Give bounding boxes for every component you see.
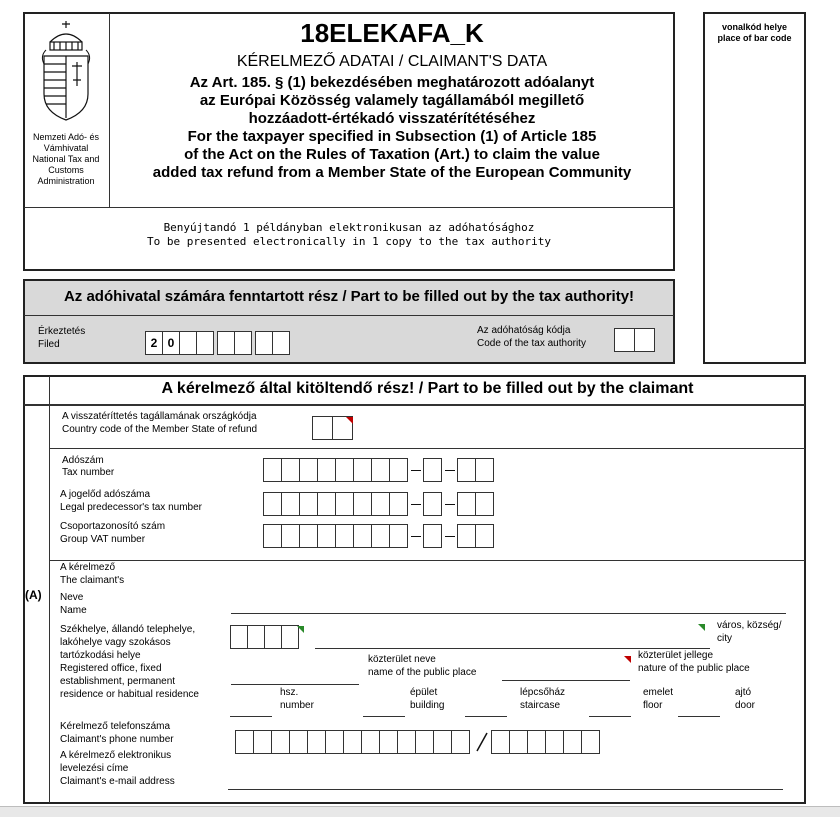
group-vat-digit[interactable] [389,524,408,548]
dash-separator [411,470,421,471]
form-desc-2: az Európai Közösség valamely tagállamából megillető [199,92,585,109]
dash-separator [411,536,421,537]
postal-code-input[interactable] [230,625,299,649]
form-desc-6: added tax refund from a Member State of the European Community [152,164,632,181]
authority-code-label-hu: Az adóhatóság kódja [477,325,571,336]
logo-caption-1: Nemzeti Adó- és [32,132,100,142]
filed-date-digit[interactable]: 0 [162,331,180,355]
filed-date-input[interactable] [145,331,290,355]
filed-date-digit[interactable] [272,331,290,355]
phone-prefix-digit[interactable] [253,730,272,754]
predecessor-tax-digit[interactable] [371,492,390,516]
predecessor-tax-digit[interactable] [475,492,494,516]
email-field[interactable] [228,789,783,790]
street-name-label-hu: közterület neve [368,654,436,665]
form-desc-4: For the taxpayer specified in Subsection (1) of Article 185 [187,128,597,145]
filed-date-digit[interactable] [179,331,197,355]
claimant-label-hu: A kérelmező [60,562,116,573]
phone-number-digit[interactable] [491,730,510,754]
phone-prefix-digit[interactable] [361,730,380,754]
phone-prefix-digit[interactable] [325,730,344,754]
email-label-1: A kérelmező elektronikus [60,750,172,761]
postal-code-digit[interactable] [247,625,265,649]
phone-number-input[interactable] [491,730,600,754]
tax-number-digit[interactable] [475,458,494,482]
dropdown-marker-icon [346,417,353,424]
postal-code-digit[interactable] [230,625,248,649]
predecessor-tax-digit[interactable] [299,492,318,516]
phone-prefix-digit[interactable] [379,730,398,754]
dash-separator [411,504,421,505]
phone-prefix-digit[interactable] [307,730,326,754]
building-field[interactable] [363,716,405,717]
group-vat-input[interactable] [263,524,494,548]
claimant-title: A kérelmező által kitöltendő rész! / Part to be filled out by the claimant [161,380,694,397]
filed-date-digit[interactable]: 2 [145,331,163,355]
filed-label-hu: Érkeztetés [38,326,86,337]
floor-field[interactable] [589,716,631,717]
authority-code-digit[interactable] [634,328,655,352]
predecessor-tax-digit[interactable] [281,492,300,516]
authority-code-label-en: Code of the tax authority [477,338,586,349]
predecessor-tax-digit[interactable] [457,492,476,516]
building-label-en: building [410,700,445,711]
authority-title: Az adóhivatal számára fenntartott rész / Part to be filled out by the tax authority! [63,288,635,305]
group-vat-digit[interactable] [423,524,442,548]
logo-caption-2: Vámhivatal [43,143,89,153]
phone-prefix-digit[interactable] [451,730,470,754]
staircase-field[interactable] [465,716,507,717]
predecessor-tax-digit[interactable] [353,492,372,516]
staircase-label-hu: lépcsőház [520,687,566,698]
claimant-left-column [49,376,50,803]
group-vat-digit[interactable] [457,524,476,548]
city-label-hu: város, község/ [717,620,782,631]
dropdown-marker-icon [297,626,304,633]
row-divider-taxes [50,560,805,561]
group-vat-label-hu: Csoportazonosító szám [60,521,166,532]
filed-label-en: Filed [38,339,60,350]
group-vat-digit[interactable] [475,524,494,548]
tax-number-digit[interactable] [317,458,336,482]
country-code-label-hu: A visszatéríttetés tagállamának országkódja [62,411,257,422]
house-number-field[interactable] [230,716,272,717]
group-vat-digit[interactable] [335,524,354,548]
dropdown-marker-icon [698,624,705,631]
tax-number-digit[interactable] [423,458,442,482]
logo-caption-4: Customs [48,165,84,175]
group-vat-label-en: Group VAT number [60,534,146,545]
authority-code-digit[interactable] [614,328,635,352]
phone-prefix-digit[interactable] [271,730,290,754]
dash-separator [445,470,455,471]
section-marker: (A) [25,588,42,602]
house-number-label-hu: hsz. [280,687,299,698]
name-field[interactable] [231,613,786,614]
group-vat-digit[interactable] [371,524,390,548]
barcode-label-en: place of bar code [717,33,792,43]
phone-label-hu: Kérelmező telefonszáma [60,721,171,732]
door-label-en: door [735,700,756,711]
street-nature-field[interactable] [502,680,630,681]
row-divider-country [50,448,805,449]
tax-number-digit[interactable] [281,458,300,482]
filed-date-digit[interactable] [255,331,273,355]
country-code-char[interactable] [312,416,333,440]
slash-separator-icon [475,731,489,753]
tax-number-label-hu: Adószám [62,455,104,466]
tax-number-digit[interactable] [299,458,318,482]
phone-number-digit[interactable] [527,730,546,754]
city-field[interactable] [315,648,710,649]
form-desc-5: of the Act on the Rules of Taxation (Art.) to claim the value [184,146,600,163]
page-bottom-strip [0,806,840,817]
office-label-1: Székhelye, állandó telephelye, [60,624,196,635]
phone-label-en: Claimant's phone number [60,734,174,745]
city-label-en: city [717,633,732,644]
tax-number-digit[interactable] [263,458,282,482]
dash-separator [445,504,455,505]
house-number-label-en: number [280,700,314,711]
claimant-title-divider [24,404,805,406]
office-label-5: establishment, permanent [60,676,176,687]
coat-of-arms-logo [38,20,94,128]
header-divider [24,207,674,208]
predecessor-tax-input[interactable] [263,492,494,516]
country-code-label-en: Country code of the Member State of refund [62,424,258,435]
tax-number-digit[interactable] [371,458,390,482]
group-vat-digit[interactable] [263,524,282,548]
name-label-hu: Neve [60,592,84,603]
predecessor-tax-digit[interactable] [389,492,408,516]
phone-prefix-digit[interactable] [235,730,254,754]
predecessor-label-en: Legal predecessor's tax number [60,502,202,513]
street-nature-label-en: nature of the public place [638,663,750,674]
predecessor-tax-digit[interactable] [423,492,442,516]
claimant-label-en: The claimant's [60,575,125,586]
staircase-label-en: staircase [520,700,561,711]
filed-date-digit[interactable] [196,331,214,355]
authority-divider [24,315,674,316]
predecessor-label-hu: A jogelőd adószáma [60,489,151,500]
form-desc-3: hozzáadott-értékadó visszatérítétéséhez [248,110,536,127]
predecessor-tax-digit[interactable] [335,492,354,516]
street-name-field[interactable] [231,684,359,685]
tax-number-input[interactable] [263,458,494,482]
tax-number-digit[interactable] [389,458,408,482]
tax-number-digit[interactable] [353,458,372,482]
barcode-label-hu: vonalkód helye [721,22,788,32]
submit-note-en: To be presented electronically in 1 copy to the tax authority [147,235,551,248]
phone-prefix-digit[interactable] [433,730,452,754]
phone-prefix-input[interactable] [235,730,470,754]
phone-prefix-digit[interactable] [289,730,308,754]
building-label-hu: épület [410,687,438,698]
predecessor-tax-digit[interactable] [263,492,282,516]
form-subtitle: KÉRELMEZŐ ADATAI / CLAIMANT'S DATA [236,53,548,70]
tax-number-label-en: Tax number [62,467,115,478]
group-vat-digit[interactable] [299,524,318,548]
submit-note-hu: Benyújtandó 1 példányban elektronikusan az adóhatósághoz [163,221,535,234]
logo-caption-3: National Tax and [32,154,100,164]
phone-prefix-digit[interactable] [397,730,416,754]
tax-number-digit[interactable] [335,458,354,482]
phone-number-digit[interactable] [509,730,528,754]
barcode-box [703,12,806,364]
floor-label-hu: emelet [643,687,674,698]
form-desc-1: Az Art. 185. § (1) bekezdésében meghatározott adóalanyt [189,74,595,91]
email-label-3: Claimant's e-mail address [60,776,175,787]
email-label-2: levelezési címe [60,763,129,774]
office-label-3: tartózkodási helye [60,650,141,661]
phone-number-digit[interactable] [563,730,582,754]
dropdown-marker-icon [624,656,631,663]
office-label-6: residence or habitual residence [60,689,199,700]
tax-number-digit[interactable] [457,458,476,482]
phone-prefix-digit[interactable] [343,730,362,754]
door-label-hu: ajtó [735,687,752,698]
street-nature-label-hu: közterület jellege [638,650,714,661]
dash-separator [445,536,455,537]
name-label-en: Name [60,605,87,616]
predecessor-tax-digit[interactable] [317,492,336,516]
authority-code-input[interactable] [614,328,655,352]
phone-number-digit[interactable] [581,730,600,754]
filed-date-digit[interactable] [234,331,252,355]
group-vat-digit[interactable] [353,524,372,548]
group-vat-digit[interactable] [317,524,336,548]
street-name-label-en: name of the public place [368,667,477,678]
phone-number-digit[interactable] [545,730,564,754]
door-field[interactable] [678,716,720,717]
office-label-4: Registered office, fixed [60,663,162,674]
office-label-2: lakóhelye vagy szokásos [60,637,171,648]
logo-caption-5: Administration [37,176,95,186]
group-vat-digit[interactable] [281,524,300,548]
phone-prefix-digit[interactable] [415,730,434,754]
filed-date-digit[interactable] [217,331,235,355]
floor-label-en: floor [643,700,663,711]
form-code: 18ELEKAFA_K [300,18,484,48]
postal-code-digit[interactable] [264,625,282,649]
